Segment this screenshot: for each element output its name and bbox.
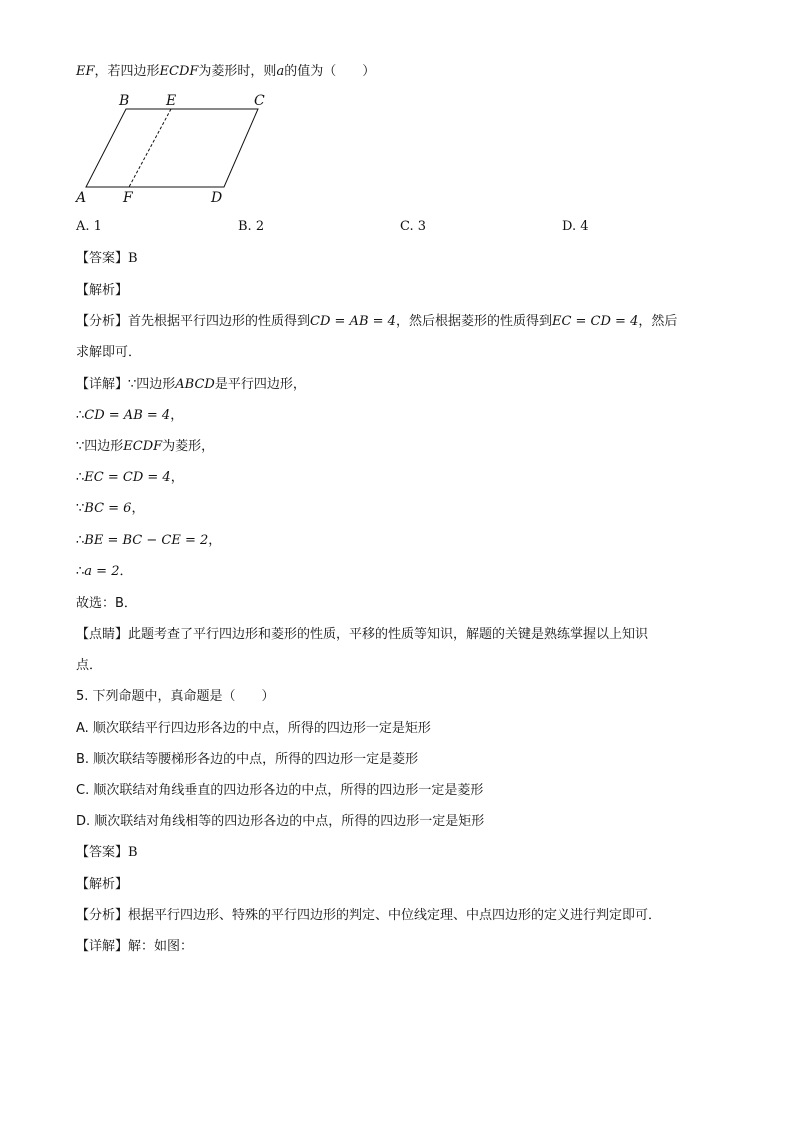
dashed-segment-ef <box>129 109 171 187</box>
q4-dianjing-tag: 【点睛】 <box>76 627 129 642</box>
q4-step-7-end: ． <box>119 564 133 579</box>
label-d: D <box>211 190 223 206</box>
q5-answer-value: B <box>128 845 138 860</box>
q4-step-6-symbol: ∴ <box>76 533 85 548</box>
q5-fenxi-text: 根据平行四边形、特殊的平行四边形的判定、中位线定理、中点四边形的定义进行判定即可． <box>128 908 662 923</box>
q5-answer-tag: 【答案】 <box>76 845 129 860</box>
q4-xiangjie-line-1 <box>76 376 306 394</box>
q5-xiangjie <box>76 938 193 956</box>
q4-step-6-math: BE = BC − CE = 2 <box>84 533 209 548</box>
q4-step-7-symbol: ∴ <box>76 564 85 579</box>
q4-step-4 <box>76 469 184 487</box>
label-a: A <box>76 190 87 206</box>
q4-option-d: D. 4 <box>562 219 589 234</box>
q4-answer <box>76 250 138 268</box>
q4-stem-var: a <box>276 64 285 79</box>
q4-step-3-text-a: ∵四边形 <box>76 439 124 454</box>
q4-step-4-math: EC = CD = 4 <box>84 470 171 485</box>
q5-option-b: B. 顺次联结等腰梯形各边的中点，所得的四边形一定是菱形 <box>76 752 419 767</box>
q4-stem-math: ECDF <box>159 64 199 79</box>
q4-step-6-end: ， <box>208 533 222 548</box>
q4-step-5 <box>76 500 144 518</box>
label-b: B <box>119 93 130 109</box>
q4-option-a: A. 1 <box>76 219 102 234</box>
q4-answer-value: B <box>128 251 138 266</box>
q5-fenxi-tag: 【分析】 <box>76 908 129 923</box>
q4-select: 故选：B． <box>76 596 137 611</box>
q4-step-5-end: ， <box>131 501 145 516</box>
q4-step-3-text-b: 为菱形， <box>162 439 215 454</box>
q4-step-7 <box>76 563 132 581</box>
q4-answer-tag: 【答案】 <box>76 251 129 266</box>
q5-option-d: D. 顺次联结对角线相等的四边形各边的中点，所得的四边形一定是矩形 <box>76 814 485 829</box>
q4-dianjing-text-1: 此题考查了平行四边形和菱形的性质，平移的性质等知识，解题的关键是熟练掌握以上知识 <box>128 627 649 642</box>
q5-option-a: A. 顺次联结平行四边形各边的中点，所得的四边形一定是矩形 <box>76 721 431 736</box>
q4-stem-lead: EF <box>76 64 95 79</box>
q4-step-4-end: ， <box>170 470 184 485</box>
q4-dianjing-line-2: 点． <box>76 658 103 673</box>
q4-step-2-end: ， <box>170 408 184 423</box>
q4-fenxi-line-2: 求解即可． <box>76 345 142 360</box>
q4-step-2 <box>76 407 183 425</box>
q5-xiangjie-tag: 【详解】 <box>76 939 129 954</box>
q4-fenxi-tag: 【分析】 <box>76 314 129 329</box>
q5-analysis-heading: 【解析】 <box>76 877 129 892</box>
q4-xiangjie-math-1: ABCD <box>175 377 215 392</box>
q4-step-6 <box>76 532 221 550</box>
q4-step-3-math: ECDF <box>123 439 163 454</box>
q5-answer <box>76 844 138 862</box>
q4-step-3 <box>76 438 214 456</box>
q4-fenxi-line-1 <box>76 313 677 331</box>
parallelogram-abcd <box>86 109 258 187</box>
q5-option-c: C. 顺次联结对角线垂直的四边形各边的中点，所得的四边形一定是菱形 <box>76 783 484 798</box>
q5-fenxi <box>76 907 661 925</box>
q4-step-5-symbol: ∵ <box>76 501 85 516</box>
q4-stem <box>76 63 375 81</box>
q4-step-5-math: BC = 6 <box>84 501 132 516</box>
q4-analysis-heading: 【解析】 <box>76 283 129 298</box>
q4-fenxi-math-2: EC = CD = 4 <box>551 314 639 329</box>
parallelogram-figure <box>70 90 290 208</box>
q5-xiangjie-text: 解：如图： <box>128 939 194 954</box>
q4-option-c: C. 3 <box>400 219 427 234</box>
q4-fenxi-math-1: CD = AB = 4 <box>310 314 396 329</box>
q4-xiangjie-text-1a: ∵四边形 <box>128 377 176 392</box>
q4-stem-text-3: 的值为（ ） <box>284 64 376 79</box>
q4-step-2-math: CD = AB = 4 <box>84 408 171 423</box>
label-e: E <box>166 93 177 109</box>
label-c: C <box>254 93 265 109</box>
q4-step-4-symbol: ∴ <box>76 470 85 485</box>
q4-xiangjie-text-1b: 是平行四边形， <box>214 377 306 392</box>
q4-fenxi-text-3: ，然后 <box>638 314 678 329</box>
q4-step-7-math: a = 2 <box>84 564 120 579</box>
q4-fenxi-text-2: ，然后根据菱形的性质得到 <box>395 314 552 329</box>
q4-xiangjie-tag: 【详解】 <box>76 377 129 392</box>
label-f: F <box>123 190 133 206</box>
q4-option-b: B. 2 <box>238 219 265 234</box>
q5-stem: 5. 下列命题中，真命题是（ ） <box>76 689 275 704</box>
q4-stem-text-2: 为菱形时，则 <box>198 64 277 79</box>
q4-dianjing-line-1 <box>76 626 648 644</box>
q4-stem-text-1: ，若四边形 <box>94 64 160 79</box>
q4-step-2-symbol: ∴ <box>76 408 85 423</box>
q4-fenxi-text-1: 首先根据平行四边形的性质得到 <box>128 314 311 329</box>
